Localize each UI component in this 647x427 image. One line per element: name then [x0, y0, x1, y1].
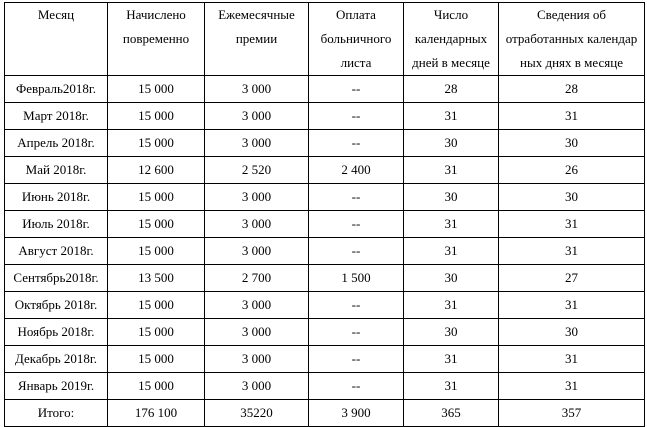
table-cell-sick-leave-pay: --	[309, 373, 404, 400]
header-line: больничного	[320, 31, 392, 46]
table-cell-accrued-hourly: 15 000	[108, 76, 205, 103]
table-cell-accrued-hourly: 15 000	[108, 211, 205, 238]
table-cell-sick-leave-pay: --	[309, 238, 404, 265]
header-line: Начислено	[126, 7, 186, 22]
table-cell-accrued-hourly: 15 000	[108, 373, 205, 400]
table-cell-month: Июнь 2018г.	[5, 184, 108, 211]
table-cell-monthly-bonus: 3 000	[205, 292, 309, 319]
table-cell-monthly-bonus: 3 000	[205, 103, 309, 130]
table-cell-calendar-days: 31	[404, 346, 499, 373]
table-cell-sick-leave-pay: --	[309, 184, 404, 211]
table-cell-worked-days: 26	[499, 157, 645, 184]
table-row	[5, 292, 645, 319]
total-cell-monthly-bonus: 35220	[205, 400, 309, 427]
total-cell-sick-leave-pay: 3 900	[309, 400, 404, 427]
table-cell-monthly-bonus: 3 000	[205, 319, 309, 346]
table-row	[5, 319, 645, 346]
table-row	[5, 184, 645, 211]
header-cell-calendar-days	[404, 3, 499, 76]
table-cell-worked-days: 28	[499, 76, 645, 103]
table-cell-month: Январь 2019г.	[5, 373, 108, 400]
table-cell-calendar-days: 31	[404, 373, 499, 400]
table-cell-calendar-days: 31	[404, 211, 499, 238]
table-footer	[5, 400, 645, 427]
total-cell-calendar-days: 365	[404, 400, 499, 427]
table-cell-calendar-days: 30	[404, 265, 499, 292]
table-cell-worked-days: 30	[499, 184, 645, 211]
table-cell-calendar-days: 30	[404, 130, 499, 157]
table-cell-calendar-days: 28	[404, 76, 499, 103]
table-cell-accrued-hourly: 15 000	[108, 184, 205, 211]
table-cell-month: Сентябрь2018г.	[5, 265, 108, 292]
header-line: календарных	[414, 31, 488, 46]
table-cell-worked-days: 31	[499, 103, 645, 130]
header-line: Число	[433, 7, 469, 22]
table-cell-worked-days: 27	[499, 265, 645, 292]
table-row	[5, 346, 645, 373]
table-row	[5, 238, 645, 265]
table-cell-monthly-bonus: 3 000	[205, 130, 309, 157]
table-cell-calendar-days: 31	[404, 238, 499, 265]
table-row	[5, 157, 645, 184]
header-line: отработанных календар	[505, 31, 638, 46]
table-cell-accrued-hourly: 15 000	[108, 103, 205, 130]
table-cell-sick-leave-pay: 2 400	[309, 157, 404, 184]
table-cell-accrued-hourly: 15 000	[108, 319, 205, 346]
table-cell-sick-leave-pay: --	[309, 319, 404, 346]
header-line: Ежемесячные	[218, 7, 295, 22]
table-cell-sick-leave-pay: --	[309, 211, 404, 238]
table-cell-month: Март 2018г.	[5, 103, 108, 130]
table-row	[5, 103, 645, 130]
header-cell-accrued-hourly	[108, 3, 205, 76]
table-cell-worked-days: 31	[499, 373, 645, 400]
header-cell-month	[5, 3, 108, 76]
table-row	[5, 373, 645, 400]
table-cell-accrued-hourly: 15 000	[108, 346, 205, 373]
table-cell-month: Май 2018г.	[5, 157, 108, 184]
header-line: Месяц	[37, 7, 75, 22]
header-line: ных днях в месяце	[520, 55, 623, 70]
table-cell-accrued-hourly: 12 600	[108, 157, 205, 184]
table-cell-monthly-bonus: 3 000	[205, 76, 309, 103]
total-label: Итого:	[5, 400, 108, 427]
table-cell-monthly-bonus: 3 000	[205, 184, 309, 211]
table-row	[5, 76, 645, 103]
table-cell-monthly-bonus: 2 520	[205, 157, 309, 184]
table-cell-monthly-bonus: 3 000	[205, 211, 309, 238]
table-cell-calendar-days: 31	[404, 157, 499, 184]
table-body	[5, 76, 645, 400]
header-line: дней в месяце	[412, 55, 490, 70]
table-row	[5, 211, 645, 238]
header-row	[5, 3, 645, 76]
table-cell-calendar-days: 30	[404, 184, 499, 211]
table-cell-worked-days: 30	[499, 319, 645, 346]
table-cell-month: Ноябрь 2018г.	[5, 319, 108, 346]
table-row	[5, 265, 645, 292]
table-header	[5, 3, 645, 76]
header-line: Оплата	[336, 7, 376, 22]
table-cell-calendar-days: 31	[404, 103, 499, 130]
table-cell-sick-leave-pay: 1 500	[309, 265, 404, 292]
table-cell-sick-leave-pay: --	[309, 130, 404, 157]
total-cell-accrued-hourly: 176 100	[108, 400, 205, 427]
table-cell-month: Июль 2018г.	[5, 211, 108, 238]
table-cell-worked-days: 31	[499, 346, 645, 373]
table-cell-calendar-days: 30	[404, 319, 499, 346]
table-cell-monthly-bonus: 3 000	[205, 373, 309, 400]
header-line: Сведения об	[537, 7, 606, 22]
table-cell-month: Декабрь 2018г.	[5, 346, 108, 373]
table-cell-month: Февраль2018г.	[5, 76, 108, 103]
table-cell-sick-leave-pay: --	[309, 346, 404, 373]
table-cell-worked-days: 31	[499, 238, 645, 265]
header-line: повременно	[122, 31, 190, 46]
table-cell-sick-leave-pay: --	[309, 292, 404, 319]
table-row	[5, 130, 645, 157]
table-cell-sick-leave-pay: --	[309, 76, 404, 103]
table-cell-accrued-hourly: 15 000	[108, 238, 205, 265]
table-cell-calendar-days: 31	[404, 292, 499, 319]
table-cell-monthly-bonus: 3 000	[205, 238, 309, 265]
table-cell-sick-leave-pay: --	[309, 103, 404, 130]
header-cell-monthly-bonus	[205, 3, 309, 76]
total-row	[5, 400, 645, 427]
table-cell-monthly-bonus: 3 000	[205, 346, 309, 373]
header-cell-worked-days	[499, 3, 645, 76]
table-cell-worked-days: 30	[499, 130, 645, 157]
total-cell-worked-days: 357	[499, 400, 645, 427]
salary-table	[4, 2, 645, 427]
header-line: премии	[235, 31, 278, 46]
table-cell-month: Апрель 2018г.	[5, 130, 108, 157]
table-cell-worked-days: 31	[499, 292, 645, 319]
table-cell-accrued-hourly: 15 000	[108, 292, 205, 319]
table-cell-month: Август 2018г.	[5, 238, 108, 265]
table-cell-accrued-hourly: 13 500	[108, 265, 205, 292]
table-cell-monthly-bonus: 2 700	[205, 265, 309, 292]
header-line: листа	[340, 55, 372, 70]
table-cell-worked-days: 31	[499, 211, 645, 238]
table-cell-accrued-hourly: 15 000	[108, 130, 205, 157]
header-cell-sick-leave-pay	[309, 3, 404, 76]
table-cell-month: Октябрь 2018г.	[5, 292, 108, 319]
